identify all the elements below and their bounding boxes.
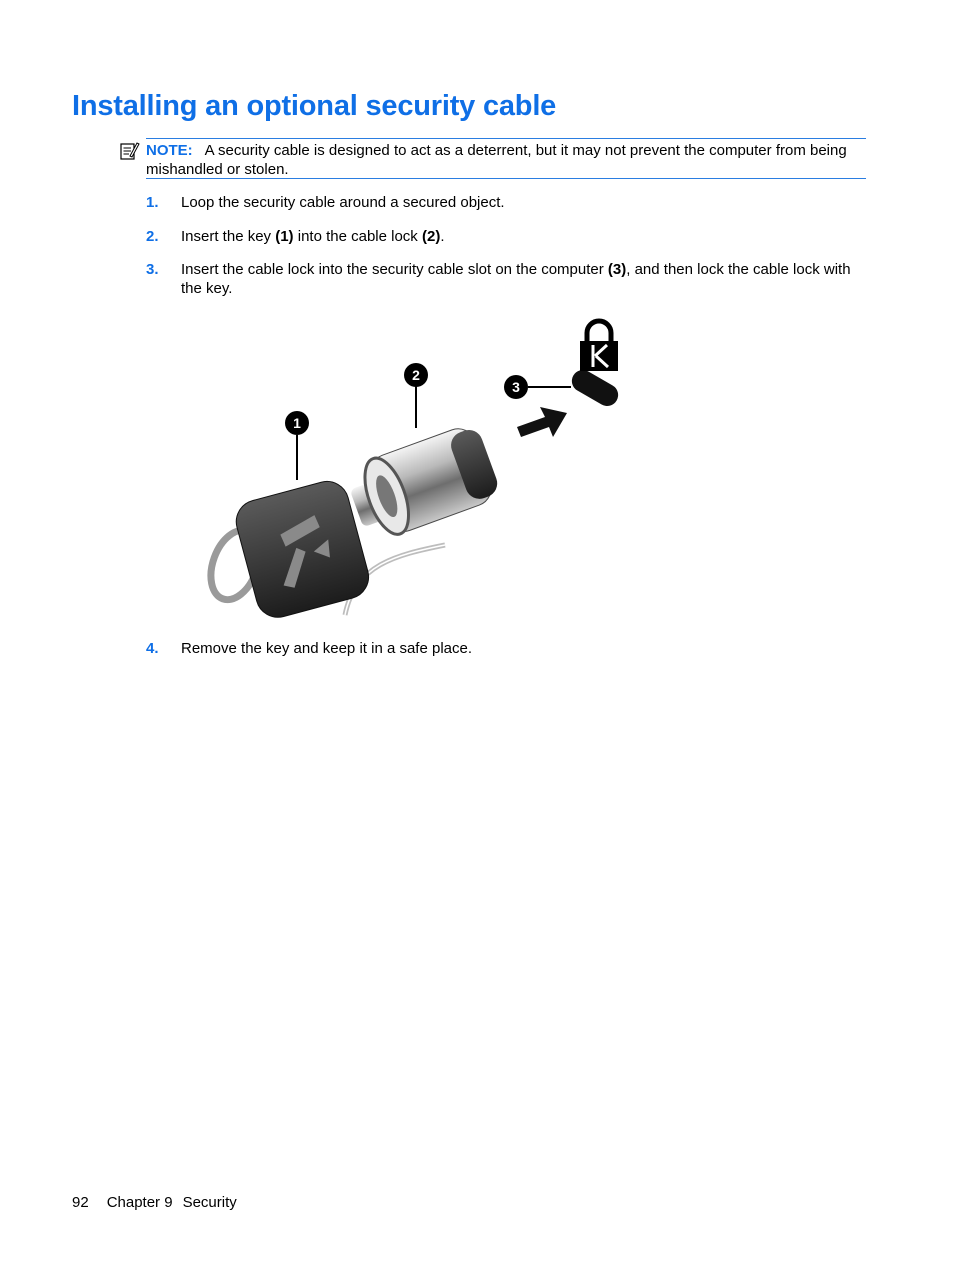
- page-number: 92: [72, 1194, 89, 1211]
- step-text-part: .: [440, 228, 445, 245]
- security-cable-illustration: [205, 315, 625, 620]
- page-footer: [72, 1193, 255, 1212]
- lock-icon: [580, 321, 618, 371]
- page-title: Installing an optional security cable: [72, 90, 557, 122]
- step-text-part: Insert the key: [181, 228, 276, 245]
- step-text-bold: (2): [421, 228, 441, 245]
- note-label: NOTE:: [146, 142, 193, 159]
- note-box: [118, 138, 866, 178]
- step-text-part: , and then lock the cable lock with the key.: [181, 261, 851, 297]
- note-body: A security cable is designed to act as a deterrent, but it may not prevent the computer from being mishandled or stolen.: [146, 142, 847, 178]
- note-rule-bottom: [146, 178, 866, 179]
- callout-label: 2: [412, 367, 420, 383]
- step-text-part: into the cable lock: [293, 228, 422, 245]
- callout-label: 1: [293, 415, 301, 431]
- step-text-part: Remove the key and keep it in a safe place.: [181, 640, 473, 657]
- step-number: 1.: [146, 194, 159, 211]
- callout-label: 3: [512, 379, 520, 395]
- step-number: 4.: [146, 640, 159, 657]
- step-number: 2.: [146, 228, 159, 245]
- section-label: Security: [182, 1194, 237, 1211]
- step-text-part: Insert the cable lock into the security cable slot on the computer: [181, 261, 608, 278]
- step-text-bold: (1): [275, 228, 294, 245]
- step-text: [181, 639, 871, 658]
- callout-2: [404, 363, 428, 387]
- step-number: 3.: [146, 261, 159, 278]
- step-text: [181, 227, 871, 246]
- step-text: [181, 193, 871, 212]
- step-text-part: Loop the security cable around a secured object.: [181, 194, 505, 211]
- note-icon: [118, 140, 140, 162]
- callout-1: [285, 411, 309, 435]
- step-text-bold: (3): [607, 261, 627, 278]
- arrow-icon: [517, 407, 567, 437]
- note-rule-top: [146, 138, 866, 139]
- key-icon: [231, 477, 373, 620]
- chapter-label: Chapter 9: [106, 1194, 173, 1211]
- step-text: [181, 260, 871, 298]
- note-text: [146, 141, 866, 179]
- security-slot: [568, 366, 622, 410]
- callout-3: [504, 375, 528, 399]
- cable-lock-icon: [356, 421, 503, 540]
